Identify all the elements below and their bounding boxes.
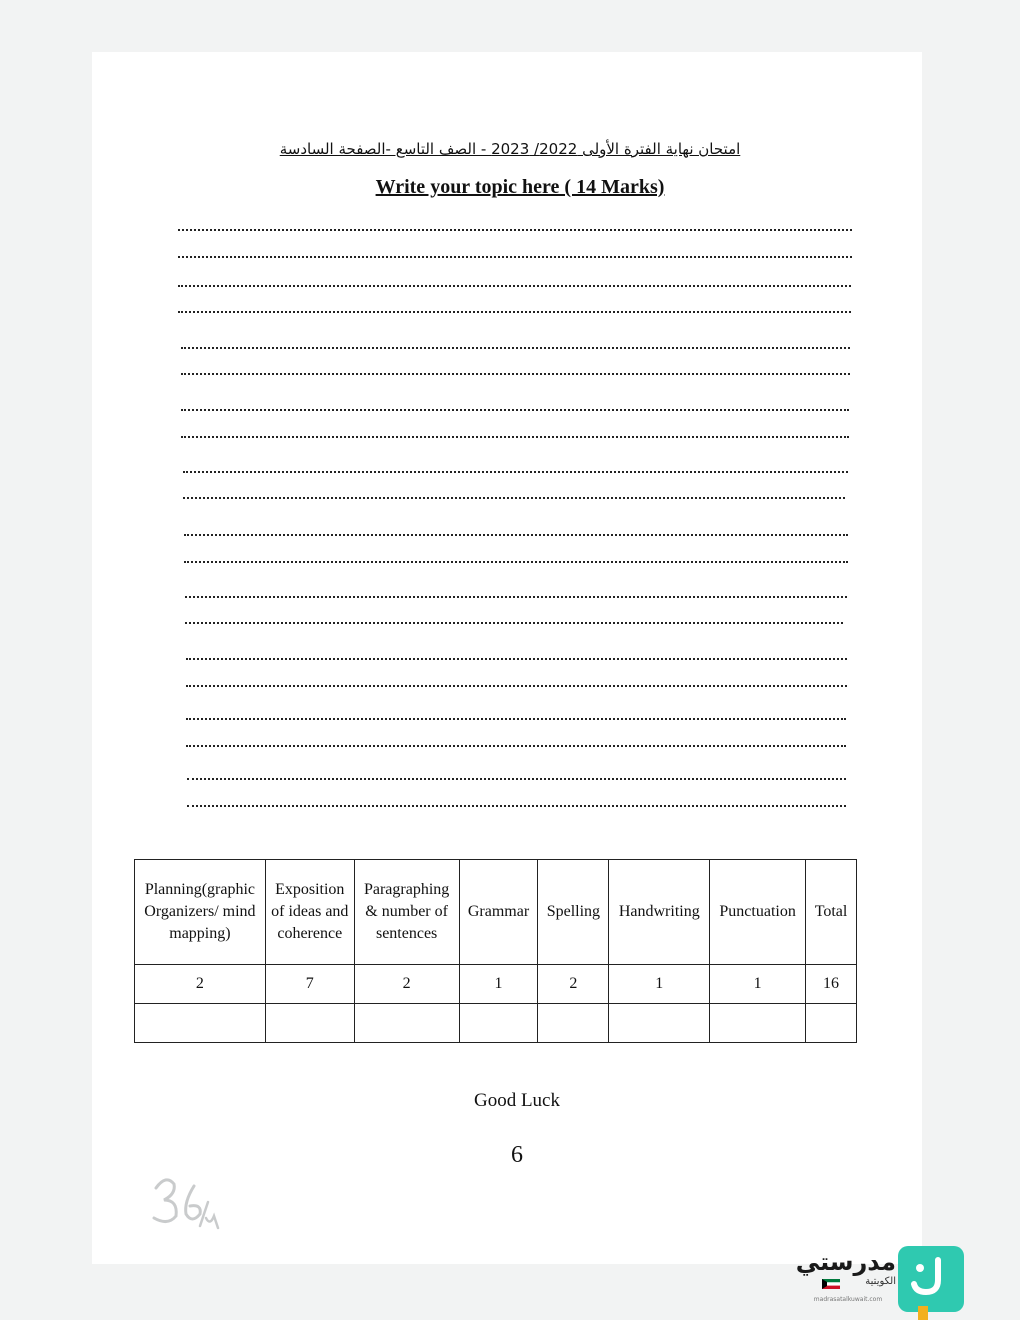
rubric-header-cell: Exposition of ideas and coherence — [265, 860, 354, 965]
writing-line — [184, 534, 848, 536]
writing-line — [184, 561, 848, 563]
rubric-mark-cell: 1 — [710, 965, 806, 1004]
writing-line — [185, 622, 843, 624]
rubric-score-row — [135, 1004, 857, 1043]
rubric-score-cell — [609, 1004, 710, 1043]
logo-url: madrasatalkuwait.com — [813, 1296, 883, 1303]
exam-header — [0, 140, 1020, 158]
rubric-mark-cell: 7 — [265, 965, 354, 1004]
writing-line — [178, 311, 851, 313]
rubric-score-cell — [354, 1004, 459, 1043]
writing-line — [178, 256, 852, 258]
writing-line — [181, 373, 850, 375]
rubric-score-cell — [710, 1004, 806, 1043]
writing-line — [187, 805, 846, 807]
rubric-mark-cell: 2 — [135, 965, 266, 1004]
writing-line — [183, 497, 845, 499]
writing-line — [181, 409, 849, 411]
writing-line — [181, 436, 849, 438]
rubric-mark-cell: 1 — [609, 965, 710, 1004]
writing-line — [178, 229, 852, 231]
page-number: 6 — [511, 1142, 523, 1168]
rubric-header-cell: Planning(graphic Organizers/ mind mapping) — [135, 860, 266, 965]
rubric-marks-row — [135, 965, 857, 1004]
exam-header-text: امتحان نهاية الفترة الأولى 2022/ 2023 - الصف التاسع -الصفحة السادسة — [279, 140, 741, 158]
handwritten-note — [148, 1166, 228, 1236]
rubric-header-row — [135, 860, 857, 965]
rubric-header-cell: Total — [806, 860, 857, 965]
writing-line — [185, 596, 847, 598]
rubric-score-cell — [806, 1004, 857, 1043]
logo-name: مدرستي — [795, 1248, 896, 1276]
writing-line — [186, 745, 846, 747]
rubric-score-cell — [538, 1004, 609, 1043]
rubric-table — [134, 859, 857, 1043]
writing-line — [178, 285, 851, 287]
rubric-header-cell: Paragraphing & number of sentences — [354, 860, 459, 965]
rubric-header-cell: Handwriting — [609, 860, 710, 965]
good-luck-text: Good Luck — [473, 1090, 560, 1111]
writing-line — [181, 347, 850, 349]
writing-line — [183, 471, 848, 473]
topic-instruction — [0, 176, 1020, 199]
rubric-mark-cell: 2 — [354, 965, 459, 1004]
rubric-score-cell — [265, 1004, 354, 1043]
rubric-score-cell — [459, 1004, 538, 1043]
madrasati-logo-icon — [898, 1246, 964, 1312]
rubric-score-cell — [135, 1004, 266, 1043]
rubric-mark-cell: 2 — [538, 965, 609, 1004]
rubric-header-cell: Punctuation — [710, 860, 806, 965]
rubric-mark-cell: 1 — [459, 965, 538, 1004]
rubric-mark-cell: 16 — [806, 965, 857, 1004]
writing-line — [186, 658, 847, 660]
writing-line — [186, 718, 846, 720]
writing-line — [186, 685, 847, 687]
writing-line — [187, 778, 846, 780]
rubric-header-cell: Spelling — [538, 860, 609, 965]
rubric-header-cell: Grammar — [459, 860, 538, 965]
topic-instruction-text: Write your topic here ( 14 Marks) — [375, 176, 665, 198]
logo-subtitle: الكويتية — [865, 1276, 896, 1287]
